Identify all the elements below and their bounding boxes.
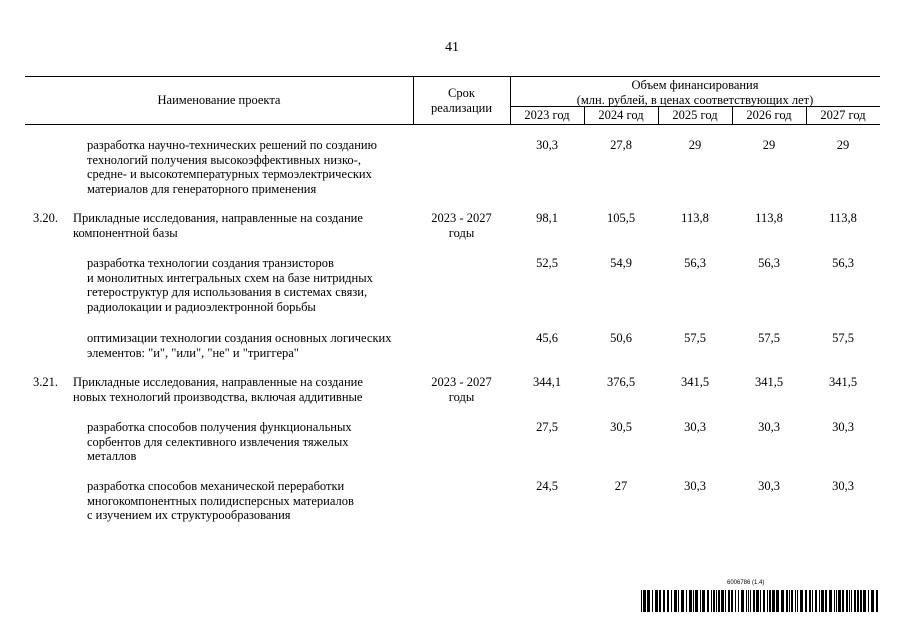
barcode-bar (805, 590, 807, 612)
barcode-bar (748, 590, 749, 612)
funding-values (510, 331, 880, 346)
barcode-bar (776, 590, 779, 612)
table-top-rule (25, 76, 880, 77)
project-name-line: сорбентов для селективного извлечения тяжелых (87, 434, 349, 449)
project-name-line: материалов для генераторного применения (87, 181, 317, 196)
project-name (73, 375, 363, 404)
value-2025: 29 (688, 138, 702, 152)
barcode-bar (695, 590, 698, 612)
barcode-bar (746, 590, 747, 612)
barcode-bar (711, 590, 712, 612)
value-2023: 27,5 (536, 420, 558, 434)
value-2023: 344,1 (532, 375, 562, 389)
value-2023: 98,1 (536, 211, 558, 225)
barcode-bar (825, 590, 827, 612)
barcode-bar (731, 590, 733, 612)
value-2026: 341,5 (754, 375, 784, 389)
value-2025: 113,8 (681, 211, 709, 225)
table-header-bottom-rule (25, 124, 880, 125)
project-name-line: средне- и высокотемпературных термоэлектрических (87, 167, 372, 181)
project-name-line: элементов: "и", "или", "не" и "триггера" (87, 345, 299, 360)
barcode-bar (812, 590, 813, 612)
barcode-bar (681, 590, 684, 612)
project-name-line: компонентной базы (73, 225, 178, 240)
value-2026: 29 (762, 138, 776, 152)
barcode-bar (863, 590, 866, 612)
header-year-2025: 2025 год (672, 108, 718, 122)
header-year-2023: 2023 год (524, 108, 570, 122)
value-2027: 113,8 (829, 211, 857, 225)
barcode-bar (821, 590, 824, 612)
funding-values (510, 479, 880, 494)
barcode-bar (756, 590, 759, 612)
project-name-line: Прикладные исследования, направленные на создание (73, 211, 363, 225)
barcode-bar (769, 590, 771, 612)
barcode-bar (728, 590, 730, 612)
barcode-bar (667, 590, 669, 612)
barcode-bar (741, 590, 744, 612)
project-name-line: Прикладные исследования, направленные на создание (73, 375, 363, 389)
project-term (413, 375, 510, 404)
barcode-bar (655, 590, 658, 612)
value-2027: 29 (836, 138, 850, 152)
header-year-2027: 2027 год (820, 108, 866, 122)
project-name-line: гетероструктур для использования в системах связи, (87, 285, 368, 299)
value-2026: 30,3 (758, 479, 780, 493)
value-2023: 45,6 (536, 331, 558, 345)
page-number: 41 (445, 40, 459, 55)
value-2024: 27,8 (610, 138, 632, 152)
project-name (73, 211, 363, 240)
barcode-bar (647, 590, 650, 612)
project-name (87, 479, 354, 523)
project-term (413, 211, 510, 240)
funding-values (510, 211, 880, 226)
barcode-bar (795, 590, 796, 612)
project-name-line: разработка способов получения функциональных (87, 420, 352, 434)
barcode-bar (809, 590, 811, 612)
value-2027: 341,5 (828, 375, 858, 389)
value-2026: 30,3 (758, 420, 780, 434)
value-2025: 57,5 (684, 331, 706, 345)
barcode-bar (663, 590, 665, 612)
value-2023: 30,3 (536, 138, 558, 152)
header-funding-subtitle: (млн. рублей, в ценах соответствующих лет) (576, 92, 814, 107)
barcode-bar (674, 590, 677, 612)
barcode-bar (846, 590, 848, 612)
value-2023: 24,5 (536, 479, 558, 493)
barcode-bar (871, 590, 874, 612)
barcode-bar (693, 590, 694, 612)
barcode-bar (659, 590, 661, 612)
barcode-bar (860, 590, 862, 612)
project-name-line: многокомпонентных полидисперсных материалов (87, 493, 354, 508)
header-term-line: реализации (430, 100, 493, 115)
barcode-bar (829, 590, 832, 612)
header-term (413, 86, 510, 115)
value-2025: 30,3 (684, 479, 706, 493)
barcode-bar (702, 590, 705, 612)
barcode-bar (797, 590, 798, 612)
value-2025: 341,5 (680, 375, 710, 389)
barcode-bar (700, 590, 701, 612)
barcode-bar (707, 590, 709, 612)
barcode-bar (868, 590, 869, 612)
project-name (87, 420, 352, 464)
barcode-bar (836, 590, 837, 612)
barcode-bar (643, 590, 646, 612)
header-years (510, 108, 880, 123)
barcode-bar (735, 590, 736, 612)
barcode-bar (763, 590, 765, 612)
funding-values (510, 375, 880, 390)
project-term-line: 2023 - 2027 (431, 211, 492, 225)
barcode (641, 590, 880, 612)
project-name (87, 256, 373, 314)
barcode-bar (781, 590, 784, 612)
barcode-bar (789, 590, 790, 612)
value-2024: 376,5 (606, 375, 636, 389)
header-funding-title: Объем финансирования (631, 78, 759, 92)
barcode-bar (800, 590, 803, 612)
barcode-bar (738, 590, 739, 612)
barcode-bar (815, 590, 817, 612)
barcode-bar (721, 590, 724, 612)
value-2026: 56,3 (758, 256, 780, 270)
value-2026: 57,5 (758, 331, 780, 345)
project-name-line: разработка научно-технических решений по созданию (87, 138, 377, 152)
barcode-bar (641, 590, 642, 612)
funding-values (510, 420, 880, 435)
row-number: 3.21. (33, 375, 58, 389)
project-term-line: годы (448, 389, 475, 404)
value-2024: 50,6 (610, 331, 632, 345)
value-2024: 30,5 (610, 420, 632, 434)
project-name-line: с изучением их структурообразования (87, 508, 291, 522)
barcode-bar (857, 590, 859, 612)
barcode-bar (791, 590, 793, 612)
barcode-bar (786, 590, 788, 612)
barcode-bar (753, 590, 755, 612)
header-project-name: Наименование проекта (157, 93, 281, 107)
barcode-bar (718, 590, 720, 612)
barcode-bar (819, 590, 820, 612)
barcode-bar (716, 590, 717, 612)
barcode-label: 6006786 (1.4) (727, 580, 765, 586)
barcode-bar (772, 590, 775, 612)
header-term-line: Срок (448, 86, 475, 100)
barcode-bar (838, 590, 841, 612)
project-name-line: разработка способов механической переработки (87, 479, 345, 493)
barcode-bar (876, 590, 878, 612)
barcode-bar (671, 590, 672, 612)
value-2023: 52,5 (536, 256, 558, 270)
project-name-line: радиолокации и радиоэлектронной борьбы (87, 299, 316, 314)
project-name-line: оптимизации технологии создания основных логических (87, 331, 392, 345)
barcode-bar (854, 590, 856, 612)
barcode-bar (767, 590, 768, 612)
value-2025: 30,3 (684, 420, 706, 434)
value-2024: 54,9 (610, 256, 632, 270)
barcode-bar (652, 590, 653, 612)
value-2024: 105,5 (606, 211, 636, 225)
value-2026: 113,8 (755, 211, 783, 225)
barcode-bar (678, 590, 679, 612)
header-year-2024: 2024 год (598, 108, 644, 122)
value-2027: 57,5 (832, 331, 854, 345)
barcode-bar (849, 590, 850, 612)
barcode-bar (689, 590, 692, 612)
barcode-bar (750, 590, 751, 612)
header-funding (510, 78, 880, 107)
project-name-line: разработка технологии создания транзисторов (87, 256, 334, 270)
value-2027: 30,3 (832, 420, 854, 434)
project-term-line: годы (448, 225, 475, 240)
value-2027: 30,3 (832, 479, 854, 493)
barcode-bar (842, 590, 844, 612)
row-number: 3.20. (33, 211, 58, 225)
barcode-bar (834, 590, 835, 612)
project-name (87, 138, 377, 196)
value-2024: 27 (614, 479, 628, 493)
header-year-2026: 2026 год (746, 108, 792, 122)
barcode-bar (713, 590, 715, 612)
barcode-bar (851, 590, 852, 612)
funding-values (510, 138, 880, 153)
project-term-line: 2023 - 2027 (431, 375, 492, 389)
project-name (87, 331, 391, 360)
barcode-bar (725, 590, 726, 612)
project-name-line: технологий получения высокоэффективных низко-, (87, 152, 361, 167)
barcode-bar (760, 590, 761, 612)
project-name-line: и монолитных интегральных схем на базе нитридных (87, 270, 373, 285)
value-2025: 56,3 (684, 256, 706, 270)
project-name-line: новых технологий производства, включая аддитивные (73, 389, 363, 404)
funding-values (510, 256, 880, 271)
project-name-line: металлов (87, 449, 137, 463)
value-2027: 56,3 (832, 256, 854, 270)
barcode-bar (686, 590, 687, 612)
